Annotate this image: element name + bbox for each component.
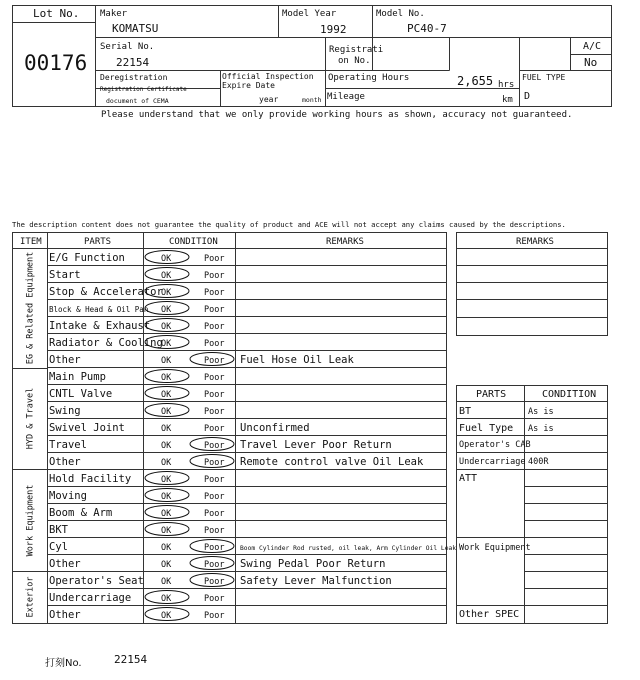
operating-hours-value: 2,655 [457,74,494,88]
ac-label: A/C [583,41,602,52]
poor-option[interactable]: Poor [204,543,225,553]
ok-option[interactable]: OK [161,509,172,519]
part-name: CNTL Valve [49,388,113,400]
poor-option[interactable]: Poor [204,492,225,502]
group-label: EG & Related Equipment [25,251,36,365]
km-unit: km [502,95,513,105]
remark-text: Fuel Hose Oil Leak [240,354,354,366]
poor-option[interactable]: Poor [204,356,225,366]
right-remarks-header: REMARKS [516,237,554,247]
part-name: Main Pump [49,371,106,383]
part-name: BKT [49,524,68,536]
remark-text: Boom Cylinder Rod rusted, oil leak, Arm Cylinder Oil Leak [240,545,457,552]
poor-option[interactable]: Poor [204,322,225,332]
poor-option[interactable]: Poor [204,271,225,281]
remark-text: Safety Lever Malfunction [240,575,392,587]
poor-option[interactable]: Poor [204,475,225,485]
month-label: month [302,96,322,104]
maker-label: Maker [100,9,128,19]
poor-option[interactable]: Poor [204,458,225,468]
official-inspection-label-2: Expire Date [222,81,275,90]
part-name: Undercarriage [49,592,132,604]
deregistration-label: Deregistration [100,73,168,82]
group-label: Exterior [25,576,36,618]
official-inspection-label-1: Official Inspection [222,72,314,81]
group-label: HYD & Travel [25,387,36,450]
ok-option[interactable]: OK [161,526,172,536]
bt-label: BT [459,406,472,417]
ok-option[interactable]: OK [161,424,172,434]
model-no-label: Model No. [376,9,425,19]
poor-option[interactable]: Poor [204,577,225,587]
stamp-number-label: 打刻No. [45,658,82,669]
ok-option[interactable]: OK [161,373,172,383]
poor-option[interactable]: Poor [204,594,225,604]
operating-hours-label: Operating Hours [328,73,410,83]
ok-option[interactable]: OK [161,288,172,298]
part-name: Cyl [49,541,68,553]
poor-option[interactable]: Poor [204,424,225,434]
registration-certificate-label: Registration Certificate [100,86,187,93]
item-header: ITEM [20,237,42,247]
model-year-label: Model Year [282,9,337,19]
fuel-type-row-condition: As is [528,424,554,434]
part-name: Operator's Seat [49,575,144,587]
poor-option[interactable]: Poor [204,611,225,621]
other-spec-label: Other SPEC [459,609,520,620]
remark-text: Remote control valve Oil Leak [240,456,424,468]
part-name: Other [49,354,81,366]
part-name: Boom & Arm [49,507,113,519]
poor-option[interactable]: Poor [204,441,225,451]
operator-cab-label: Operator's CAB [459,440,531,450]
registration-label-2: on No. [338,56,371,66]
part-name: Intake & Exhaust [49,320,151,332]
poor-option[interactable]: Poor [204,526,225,536]
part-name: Swing [49,405,81,417]
ok-option[interactable]: OK [161,254,172,264]
remark-text: Travel Lever Poor Return [240,439,392,451]
ok-option[interactable]: OK [161,543,172,553]
ok-option[interactable]: OK [161,390,172,400]
condition-col-header: CONDITION [542,389,597,400]
maker-value: KOMATSU [112,22,159,35]
ok-option[interactable]: OK [161,560,172,570]
lot-label: Lot No. [33,7,80,20]
poor-option[interactable]: Poor [204,373,225,383]
fuel-type-row-label: Fuel Type [459,423,514,434]
poor-option[interactable]: Poor [204,339,225,349]
ac-value: No [584,56,598,69]
fuel-type-value: D [524,91,531,102]
lot-number: 00176 [24,51,88,75]
part-name: Other [49,456,81,468]
part-name: E/G Function [49,252,125,264]
hrs-unit: hrs [498,80,515,90]
poor-option[interactable]: Poor [204,560,225,570]
ok-option[interactable]: OK [161,492,172,502]
ok-option[interactable]: OK [161,322,172,332]
ok-option[interactable]: OK [161,407,172,417]
model-year-value: 1992 [320,23,347,36]
part-name: Swivel Joint [49,422,125,434]
ok-option[interactable]: OK [161,339,172,349]
remark-text: Swing Pedal Poor Return [240,558,386,570]
year-label: year [259,95,279,104]
ok-option[interactable]: OK [161,441,172,451]
ok-option[interactable]: OK [161,594,172,604]
stamp-number-value: 22154 [114,653,148,666]
mileage-label: Mileage [327,92,365,102]
remark-text: Unconfirmed [240,422,310,434]
ok-option[interactable]: OK [161,475,172,485]
part-name: Hold Facility [49,473,132,485]
poor-option[interactable]: Poor [204,509,225,519]
poor-option[interactable]: Poor [204,254,225,264]
description-notice: The description content does not guarantee the quality of product and ACE will not accept any claims caused by the descriptions. [12,220,566,229]
part-name: Moving [49,490,87,502]
part-name: Other [49,558,81,570]
working-hours-notice: Please understand that we only provide working hours as shown, accuracy not guaranteed. [101,110,573,120]
poor-option[interactable]: Poor [204,305,225,315]
serial-label: Serial No. [100,42,155,52]
poor-option[interactable]: Poor [204,390,225,400]
poor-option[interactable]: Poor [204,288,225,298]
part-name: Travel [49,439,87,451]
poor-option[interactable]: Poor [204,407,225,417]
ok-option[interactable]: OK [161,356,172,366]
parts-header: PARTS [84,237,112,247]
part-name: Other [49,609,81,621]
work-equipment-label: Work Equipment [459,543,531,553]
ok-option[interactable]: OK [161,611,172,621]
part-name: Stop & Accelerator [49,286,163,298]
part-name: Block & Head & Oil Pan [49,305,149,314]
undercarriage-row-label: Undercarriage [459,457,526,467]
part-name: Radiator & Cooling [49,337,163,349]
registration-label-1: Registrati [329,45,384,55]
ok-option[interactable]: OK [161,577,172,587]
serial-value: 22154 [116,56,150,69]
part-name: Start [49,269,81,281]
bt-condition: As is [528,407,554,417]
fuel-type-label: FUEL TYPE [522,73,566,82]
cema-label: document of CEMA [106,97,169,105]
model-no-value: PC40-7 [407,22,447,35]
parts-col-header: PARTS [476,389,507,400]
condition-header: CONDITION [169,237,218,247]
ok-option[interactable]: OK [161,305,172,315]
group-label: Work Equipment [25,484,36,557]
att-label: ATT [459,473,478,484]
ok-option[interactable]: OK [161,271,172,281]
remarks-header: REMARKS [326,237,364,247]
undercarriage-row-condition: 400R [528,457,549,467]
ok-option[interactable]: OK [161,458,172,468]
